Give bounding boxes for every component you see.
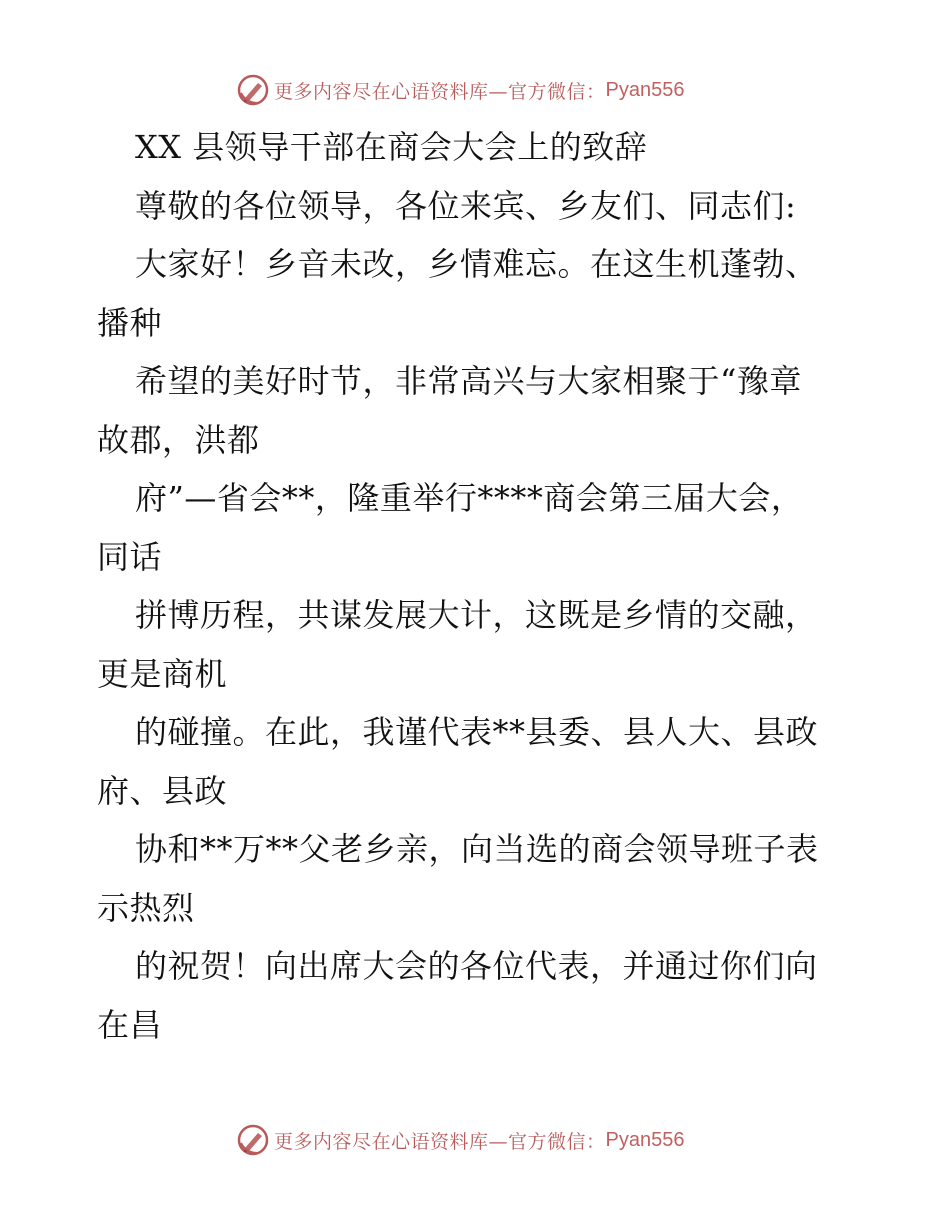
text-line: 的祝贺！向出席大会的各位代表，并通过你们向 <box>135 947 818 985</box>
document-title: XX 县领导干部在商会大会上的致辞 <box>135 128 648 166</box>
text-line: 大家好！乡音未改，乡情难忘。在这生机蓬勃、 <box>135 245 818 283</box>
pen-logo-icon <box>236 1123 270 1157</box>
text-line: 府”—省会**，隆重举行****商会第三届大会， <box>135 479 804 517</box>
pen-logo-icon <box>236 73 270 107</box>
text-line: 希望的美好时节，非常高兴与大家相聚于“豫章 <box>135 362 802 400</box>
header-banner-brand: Pyan556 <box>605 78 685 101</box>
text-line: 拼博历程，共谋发展大计，这既是乡情的交融， <box>135 596 818 634</box>
text-line: 在昌 <box>97 1005 163 1044</box>
footer-watermark-banner <box>236 1122 684 1158</box>
text-line: 同话 <box>97 537 163 576</box>
footer-banner-text: 更多内容尽在心语资料库—官方微信： <box>274 1130 606 1153</box>
text-line: 协和**万**父老乡亲，向当选的商会领导班子表 <box>135 830 819 868</box>
text-line: 的碰撞。在此，我谨代表**县委、县人大、县政 <box>135 713 819 751</box>
text-line: 示热烈 <box>97 888 195 927</box>
header-watermark-banner <box>236 72 684 108</box>
text-line: 府、县政 <box>97 771 228 810</box>
text-line: 尊敬的各位领导，各位来宾、乡友们、同志们: <box>135 186 797 225</box>
text-line: 故郡，洪都 <box>97 420 260 459</box>
footer-banner-brand: Pyan556 <box>605 1128 685 1151</box>
document-body <box>97 126 857 1062</box>
text-line: 更是商机 <box>97 654 228 693</box>
header-banner-text: 更多内容尽在心语资料库—官方微信： <box>274 80 606 103</box>
text-line: 播种 <box>97 303 163 342</box>
